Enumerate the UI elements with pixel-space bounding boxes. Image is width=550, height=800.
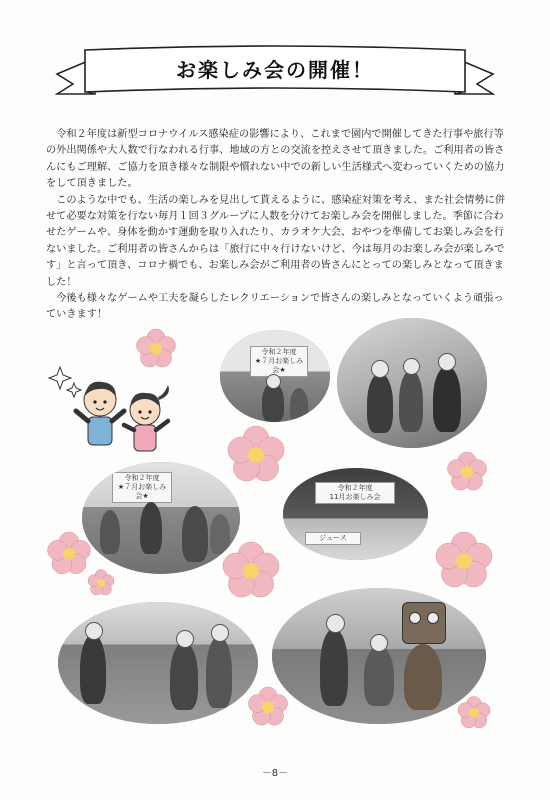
event-sign: 令和２年度 ★７月お楽しみ会★ bbox=[112, 472, 172, 503]
paragraph-2: このような中でも、生活の楽しみを見出して貰えるように、感染症対策を考え、また社会情勢に併せて必要な対策を行ない毎月１回３グループに人数を分けてお楽しみ会を開催しました。季節に合わせたゲームや、身体を動かす運動を取り入れたり、カラオケ大会、おやつを準備してお楽しみ会を行ないました。ご利用者の皆さんからは「旅行に中々行けないけど、今は毎月のお楽しみ会が楽しみです」と言って頂き、コロナ禍でも、お楽しみ会がご利用者の皆さんにとっての楽しみとなって頂きました！ bbox=[46, 194, 506, 288]
page-title: お楽しみ会の開催！ bbox=[176, 58, 374, 82]
event-sign: 令和２年度 ★７月お楽しみ会★ bbox=[250, 346, 308, 377]
article-body bbox=[46, 127, 506, 324]
photo-july-party-dining bbox=[82, 462, 240, 574]
photo-november-party-stage bbox=[283, 468, 428, 560]
flower-icon bbox=[456, 695, 492, 731]
paragraph-3: 今後も様々なゲームや工夫を凝らしたレクリエーションで皆さんの楽しみとなっていくよう頑張っていきます！ bbox=[46, 293, 504, 321]
flower-icon bbox=[86, 568, 116, 598]
photo-staff-serving bbox=[337, 318, 487, 448]
flower-icon bbox=[433, 530, 495, 592]
photo-staff-game bbox=[58, 602, 258, 724]
flower-icon bbox=[246, 685, 290, 729]
flower-icon bbox=[220, 540, 282, 602]
paragraph-1: 令和２年度は新型コロナウイルス感染症の影響により、これまで園内で開催してきた行事や旅行等の外出関係や大人数で行なわれる行事、地域の方との交流を控えさせて頂きました。ご利用者の皆さんにもご理解、ご協力を頂き様々な制限や慣れない中での新しい生活様式へ変わっていくための協力をして頂きました。 bbox=[46, 129, 505, 190]
flower-icon bbox=[135, 328, 177, 370]
flower-icon bbox=[226, 425, 286, 485]
flower-icon bbox=[445, 450, 489, 494]
kids-illustration bbox=[40, 355, 190, 465]
event-sign: 令和２年度 11月お楽しみ会 bbox=[315, 482, 395, 504]
page-number: －8－ bbox=[261, 768, 289, 779]
title-banner bbox=[55, 40, 495, 110]
photo-july-party-hall bbox=[220, 330, 330, 422]
photo-costume-game bbox=[272, 588, 486, 724]
event-banner: ジュース bbox=[305, 532, 361, 545]
